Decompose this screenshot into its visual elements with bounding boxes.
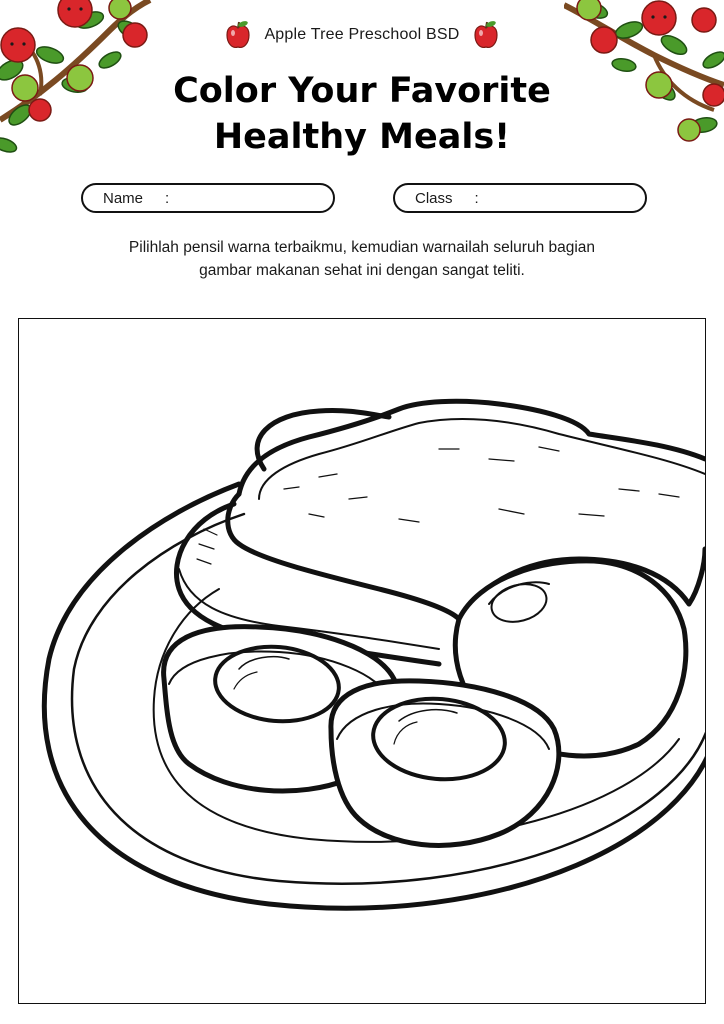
- class-separator: :: [474, 189, 479, 207]
- name-label: Name: [103, 189, 144, 207]
- title-line-1: Color Your Favorite: [173, 71, 551, 111]
- instructions-line-2: gambar makanan sehat ini dengan sangat teliti.: [199, 262, 525, 279]
- instructions-line-1: Pilihlah pensil warna terbaikmu, kemudian warnailah seluruh bagian: [128, 239, 596, 256]
- name-separator: :: [165, 189, 170, 207]
- halved-egg-right-outline: [331, 681, 559, 846]
- apple-icon: [472, 20, 500, 50]
- name-field[interactable]: [81, 183, 335, 213]
- worksheet-header: [0, 18, 724, 160]
- apple-icon: [224, 20, 252, 50]
- class-label: Class: [415, 189, 453, 207]
- page-title: [0, 68, 724, 160]
- coloring-artwork: [19, 319, 705, 1003]
- class-field[interactable]: [393, 183, 647, 213]
- school-row: [0, 18, 724, 52]
- title-line-2: Healthy Meals!: [213, 117, 511, 157]
- school-name: Apple Tree Preschool BSD: [264, 26, 460, 43]
- instructions: [40, 236, 684, 282]
- toast-back-outline: [176, 411, 439, 664]
- coloring-frame: [18, 318, 706, 1004]
